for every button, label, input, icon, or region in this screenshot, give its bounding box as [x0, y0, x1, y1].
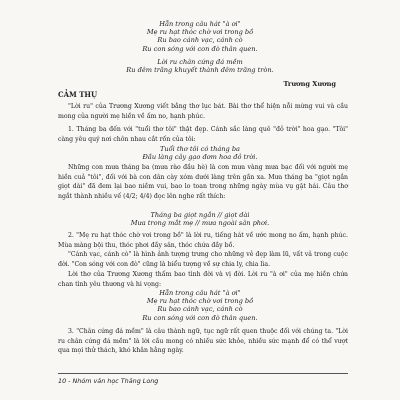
poem-line: Hẵn trong câu hát "à ơi" [159, 20, 241, 28]
poem-line: Mẹ ru hạt thóc chờ vơi trong bồ [146, 28, 254, 37]
quote-line: Mưa trong mắt mẹ // mưa ngoài sân phơi. [130, 219, 270, 228]
poem-line: Ru con sóng với con đò thân quen. [142, 313, 258, 322]
poem-line: Ru đêm trăng khuyết thành đêm trăng tròn. [126, 66, 274, 75]
paragraph-2c: Lời thơ của Trương Xương thấm bao tình đời và vị đời. Lời ru "à ơi" của mẹ hiền chứa chan tình yêu thương và hi vọng: [58, 271, 348, 288]
paragraph-1b: Những con mưa tháng ba (mưa rào đầu hè) là cơn mưa vàng mưa bạc đối với người mẹ hiền cuả "tôi", đối với bà con dân cày xóm dưới làng trên gần xa. Mưa tháng ba "giọt ngắn giọt dài" đã đem lại bao niềm vui, bao lo toan trong những ngày mùa vụ gặt hái. Câu thơ ngắt thành nhiều vế (4/2; 4/4) đọc lên nghe rất thích: [58, 164, 348, 200]
paragraph-2b: "Cánh vạc, cánh cò" là hình ảnh tượng trưng cho những vẻ đẹp làm lũ, vất vả trong cuộc đời. "Con sóng với con đò" cũng là biểu tượng về sự chia ly, chia lìa. [58, 251, 348, 268]
author-name: Trương Xương [283, 80, 336, 88]
closing-couplet [0, 58, 400, 74]
poem-line: Lời ru chân cứng đá mềm [157, 58, 243, 66]
poem-line: Ru con sóng với con đò thân quen. [142, 44, 258, 53]
section-heading: CẢM THỤ [58, 90, 98, 99]
paragraph-1a: 1. Tháng ba đến với "tuổi thơ tôi" thật đẹp. Cánh sắc làng quê "đỏ trời" hoa gạo. "Tôi" càng yêu quý nơi chôn nhau cắt rốn của tôi: [58, 126, 348, 143]
poem-line: Hẵn trong câu hát "à ơi" [159, 289, 241, 297]
quote-line: Tháng ba giọt ngắn // giọt dài [150, 211, 250, 219]
quote-line: Tuổi thơ tôi có tháng ba [160, 145, 240, 153]
quote-2 [0, 211, 400, 227]
poem-line: Ru bao cánh vạc, cánh cò [157, 305, 243, 314]
quote-line: Đầu làng cây gạo đơm hoa đỏ trời. [142, 153, 258, 162]
poem-line: Mẹ ru hạt thóc chờ vơi trong bồ [146, 297, 254, 306]
paragraph-2a: 2. "Mẹ ru hạt thóc chờ vơi trong bồ" là lời ru, tiếng hát về ước mong no ấm, hạnh phúc. Mùa màng bội thu, thóc phơi đầy sân, thóc chứa đầy bồ. [58, 232, 348, 249]
poem-line: Ru bao cánh vạc, cánh cò [157, 36, 243, 45]
page-footer: 10 - Nhóm văn học Thăng Long [58, 377, 159, 385]
paragraph-3: 3. "Chân cứng đá mềm" là câu thành ngữ, tục ngữ rất quen thuộc đối với chúng ta. "Lời ru chân cứng đá mềm" là lời cầu mong có nhiều sức khỏe, nhiều sức mạnh để có thể vượt qua mọi thử thách, khó khăn hằng ngày. [58, 328, 348, 355]
intro-paragraph: "Lời ru" của Trương Xương viết bằng thơ lục bát. Bài thơ thể hiện nỗi mừng vui và cầu mong của người mẹ hiền về ấm no, hạnh phúc. [58, 103, 348, 120]
quote-1 [0, 145, 400, 161]
footer-rule [58, 373, 348, 374]
repeated-poem [0, 289, 400, 322]
opening-poem [0, 20, 400, 53]
